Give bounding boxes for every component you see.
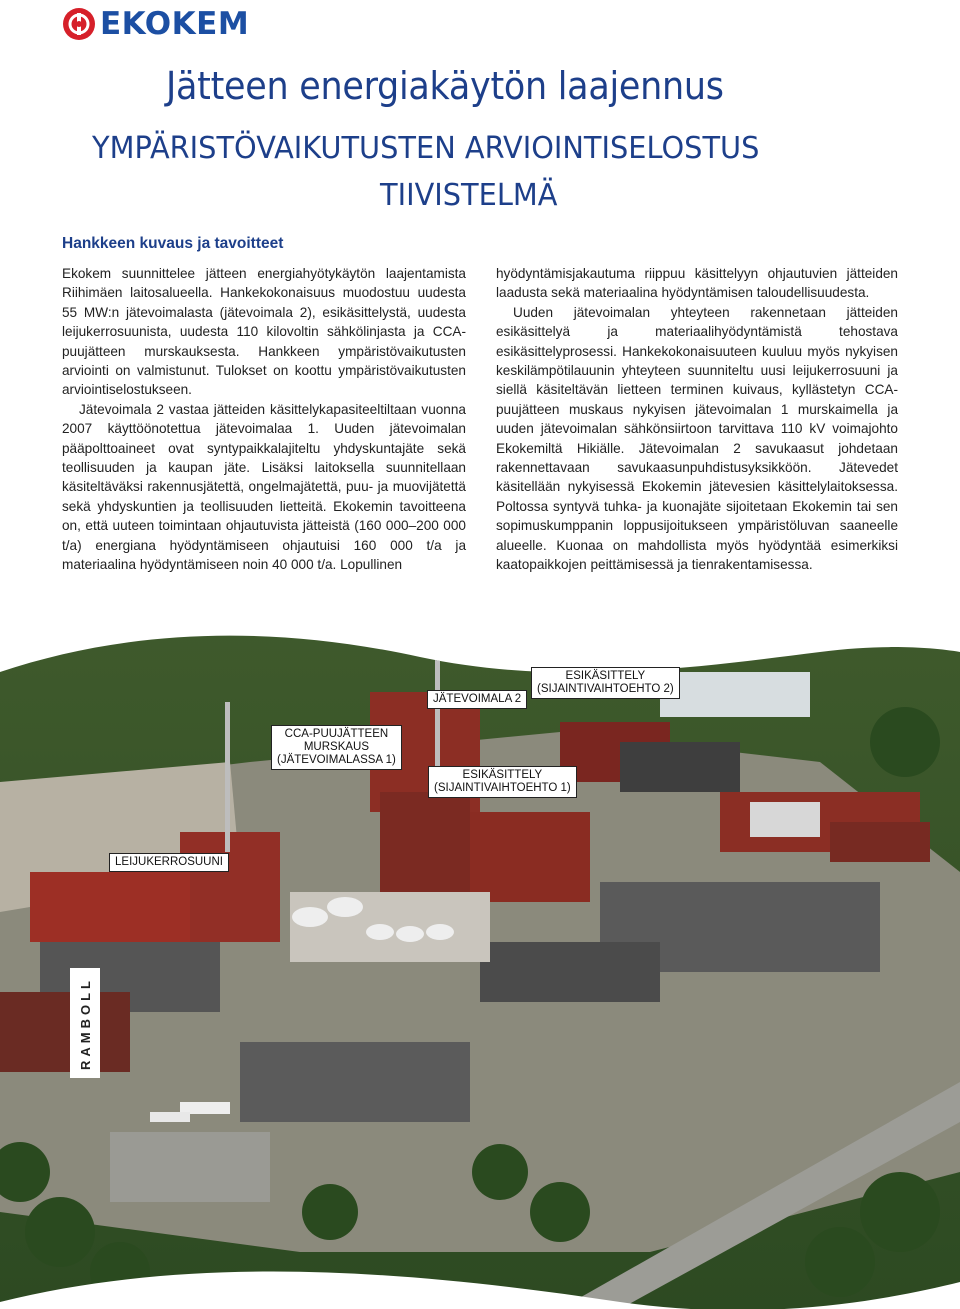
ekokem-logo-icon bbox=[62, 7, 96, 41]
brand-name: EKOKEM bbox=[100, 6, 250, 42]
paragraph: Jätevoimala 2 vastaa jätteiden käsittelykapasiteeltiltaan vuonna 2007 käyttöönotettua jätevoimalaa 1. Uuden jätevoimalan pääpolttoaineet ovat syntypaikkalajiteltu yhdyskuntajäte sekä teollisuuden ja kaupan jäte. Lisäksi laitoksella suunnitellaan käsiteltäväksi rakennusjätettä, ongelmajätettä, puu- ja muovijätettä sekä yhdyskuntien ja teollisuuden lietteitä. Ekokemin tavoitteena on, että uuteen toimintaan ohjautuvista jätteistä (160 000–200 000 t/a) energiana hyödyntämiseen ohjautuisi 160 000 t/a ja materiaalina hyödyntämiseen noin 40 000 t/a. Lopullinen bbox=[62, 401, 466, 573]
page-subtitle: YMPÄRISTÖVAIKUTUSTEN ARVIOINTISELOSTUS bbox=[92, 131, 760, 166]
paragraph: hyödyntämisjakautuma riippuu käsittelyyn ohjautuvien jätteiden laadusta sekä materiaalina hyödyntämisen taloudellisuudesta. bbox=[496, 266, 898, 301]
photo-credit-text: RAMBOLL bbox=[77, 976, 93, 1070]
label-text: LEIJUKERROSUUNI bbox=[115, 856, 223, 868]
label-esikasittely-1 bbox=[428, 766, 577, 798]
page-title: Jätteen energiakäytön laajennus bbox=[166, 64, 724, 108]
label-text: MURSKAUS bbox=[303, 741, 370, 753]
brand-logo bbox=[62, 6, 249, 42]
label-text: JÄTEVOIMALA 2 bbox=[433, 693, 522, 705]
label-esikasittely-2 bbox=[531, 667, 680, 699]
label-jatevoimala-2 bbox=[427, 690, 527, 709]
photo-credit bbox=[70, 968, 100, 1078]
label-text: ESIKÄSITTELY bbox=[462, 769, 543, 781]
aerial-photo-illustration bbox=[0, 612, 960, 1309]
label-text: CCA-PUUJÄTTEEN bbox=[284, 728, 389, 740]
label-cca-murskaus bbox=[271, 725, 402, 770]
paragraph: Ekokem suunnittelee jätteen energiahyötykäytön laajentamista Riihimäen laitosalueella. Hankekokonaisuus muodostuu uudesta 55 MW:n jätevoimalasta (jätevoimala 2), esikäsittelystä, uudesta leijukerrosuunista, uudesta 110 kilovoltin sähkölinjasta ja CCA-puujätteen murskauksesta. Hankkeen ympäristövaikutusten arviointi on valmistunut. Tulokset on koottu ympäristövaikutusten arviointiselostukseen. bbox=[62, 266, 466, 398]
section-heading: Hankkeen kuvaus ja tavoitteet bbox=[62, 235, 284, 252]
aerial-photo bbox=[0, 612, 960, 1309]
paragraph: Uuden jätevoimalan yhteyteen rakennetaan jätteiden esikäsittelyä ja materiaalihyödyntämistä tehostava esikäsittelyprosessi. Hankekokonaisuuteen kuuluu myös nykyisen keskilämpötilauunin yhteyteen suunniteltu uusi leijukerrosuuni ja siellä käsiteltävän lietteen terminen kuivaus, kyllästetyn CCA-puujätteen muskaus nykyisen jätevoimalan 1 murskaimella ja uuden jätevoimalan sähkönsiirtoon tarvittava 110 kV voimajohto Ekokemiltä Hikiälle. Jätevoimalan 2 savukaasut johdetaan rakennettavaan savukaasunpuhdistusyksikköön. Jätevedet käsitellään nykyisessä Ekokemin jätevesien käsittelylaitoksessa. Poltossa syntyvä tuhka- ja kuonajäte sijoitetaan Ekokemin tai sen sopimuskumppanin loppusijoitukseen ympäristöluvan saaneelle alueelle. Kuonaa on mahdollista myös hyödyntää esimerkiksi kaatopaikkojen peittämisessä ja tienrakentamisessa. bbox=[496, 304, 898, 573]
label-text: (SIJAINTIVAIHTOEHTO 2) bbox=[537, 683, 674, 695]
label-leijukerrosuuni bbox=[109, 853, 229, 872]
label-text: (SIJAINTIVAIHTOEHTO 1) bbox=[434, 782, 571, 794]
label-text: ESIKÄSITTELY bbox=[565, 670, 646, 682]
label-text: (JÄTEVOIMALASSA 1) bbox=[277, 754, 396, 766]
text-column-right bbox=[496, 264, 898, 575]
text-column-left bbox=[62, 264, 466, 575]
page-subtitle-2: TIIVISTELMÄ bbox=[380, 178, 558, 213]
